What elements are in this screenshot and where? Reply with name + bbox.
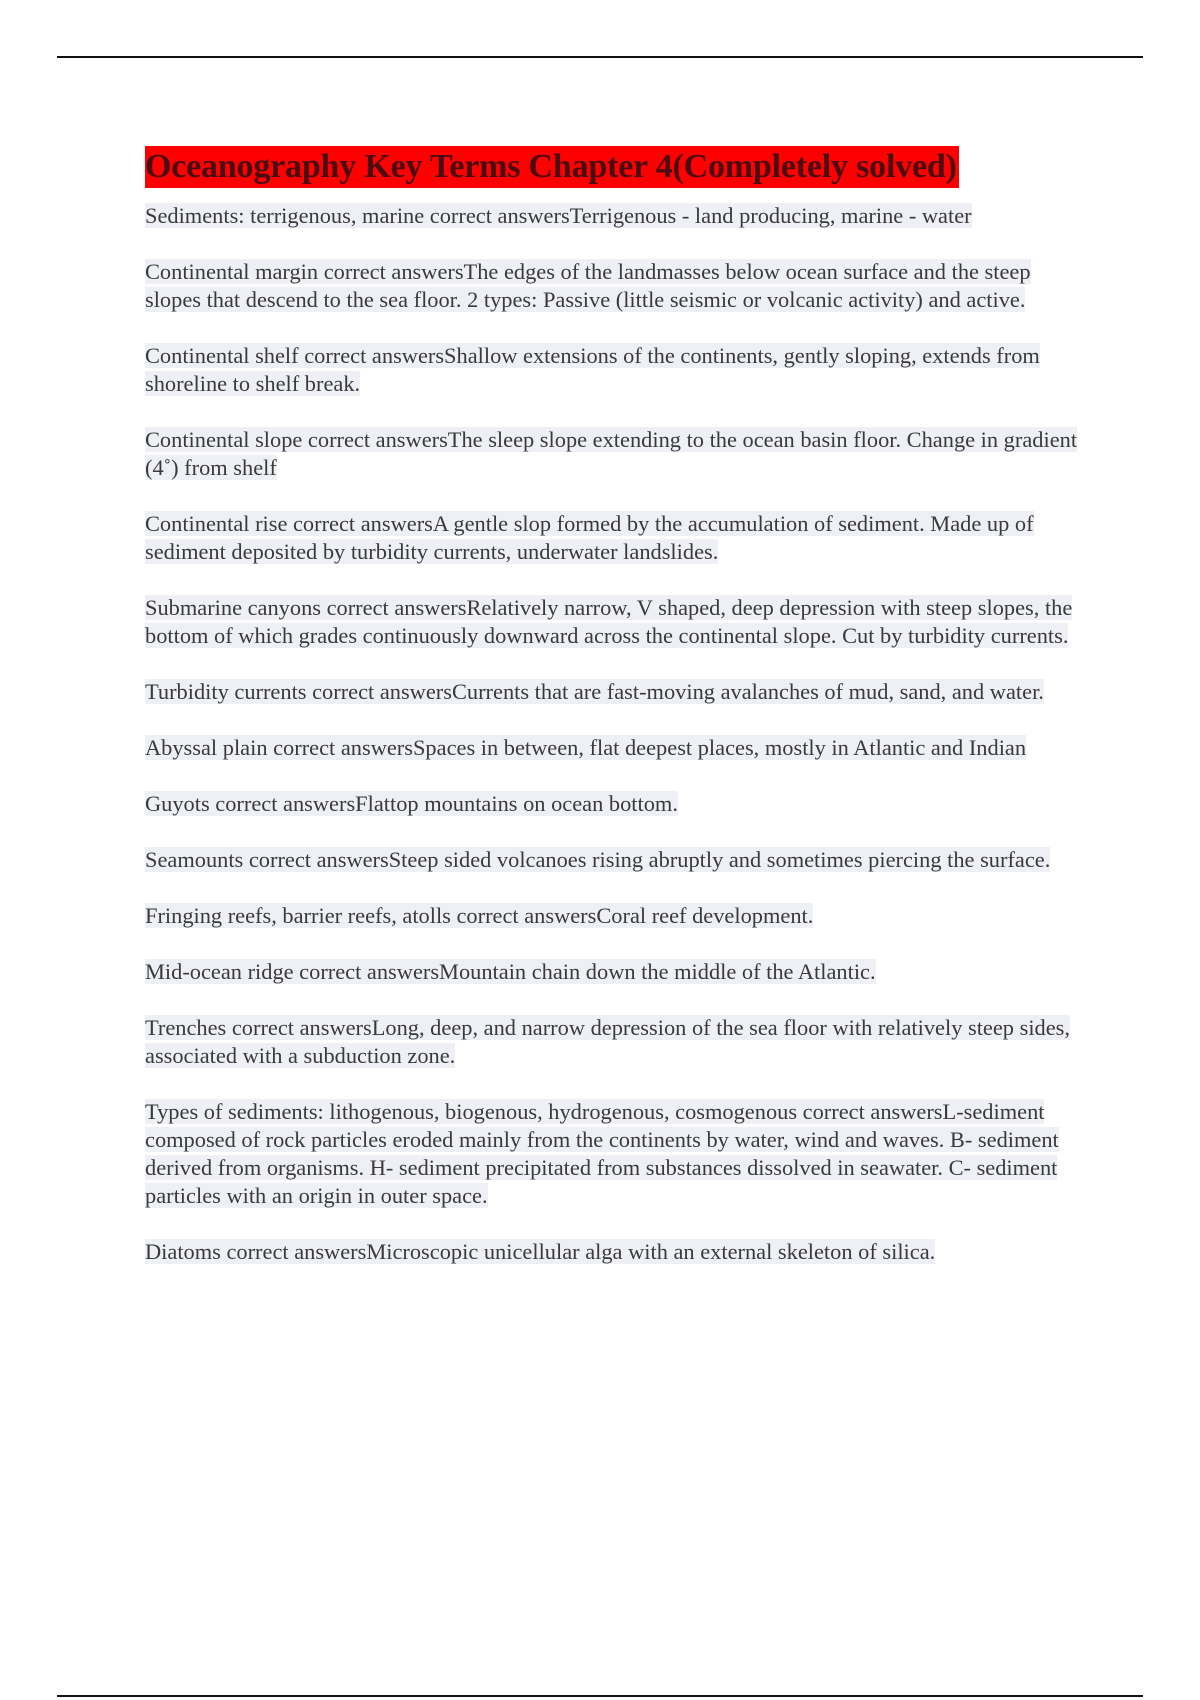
document-body: [145, 146, 1090, 1294]
document-title: Oceanography Key Terms Chapter 4(Completely solved): [145, 146, 959, 188]
term-entry: Continental rise correct answersA gentle slop formed by the accumulation of sediment. Made up of sediment deposited by turbidity currents, underwater landslides.: [145, 511, 1034, 564]
term-entry: Fringing reefs, barrier reefs, atolls correct answersCoral reef development.: [145, 903, 814, 928]
bottom-rule: [57, 1695, 1143, 1697]
term-entry: Abyssal plain correct answersSpaces in between, flat deepest places, mostly in Atlantic and Indian: [145, 735, 1027, 760]
term-entry: Submarine canyons correct answersRelatively narrow, V shaped, deep depression with steep slopes, the bottom of which grades continuously downward across the continental slope. Cut by turbidity currents.: [145, 595, 1073, 648]
top-rule: [57, 56, 1143, 58]
term-entry: Continental slope correct answersThe sleep slope extending to the ocean basin floor. Change in gradient (4˚) from shelf: [145, 427, 1078, 480]
term-entry: Continental shelf correct answersShallow extensions of the continents, gently sloping, extends from shoreline to shelf break.: [145, 343, 1040, 396]
term-entry: Sediments: terrigenous, marine correct answersTerrigenous - land producing, marine - water: [145, 203, 972, 228]
term-entry: Guyots correct answersFlattop mountains on ocean bottom.: [145, 791, 678, 816]
term-entry: Types of sediments: lithogenous, biogenous, hydrogenous, cosmogenous correct answersL-sediment composed of rock particles eroded mainly from the continents by water, wind and waves. B- sediment derived from organisms. H- sediment precipitated from substances dissolved in seawater. C- sediment particles with an origin in outer space.: [145, 1099, 1059, 1208]
term-entry: Trenches correct answersLong, deep, and narrow depression of the sea floor with relatively steep sides, associated with a subduction zone.: [145, 1015, 1070, 1068]
term-entry: Seamounts correct answersSteep sided volcanoes rising abruptly and sometimes piercing the surface.: [145, 847, 1051, 872]
term-entry: Turbidity currents correct answersCurrents that are fast-moving avalanches of mud, sand, and water.: [145, 679, 1044, 704]
term-entry: Diatoms correct answersMicroscopic unicellular alga with an external skeleton of silica.: [145, 1239, 936, 1264]
term-entry: Mid-ocean ridge correct answersMountain chain down the middle of the Atlantic.: [145, 959, 876, 984]
term-list: [145, 202, 1090, 1266]
term-entry: Continental margin correct answersThe edges of the landmasses below ocean surface and the steep slopes that descend to the sea floor. 2 types: Passive (little seismic or volcanic activity) and active.: [145, 259, 1031, 312]
